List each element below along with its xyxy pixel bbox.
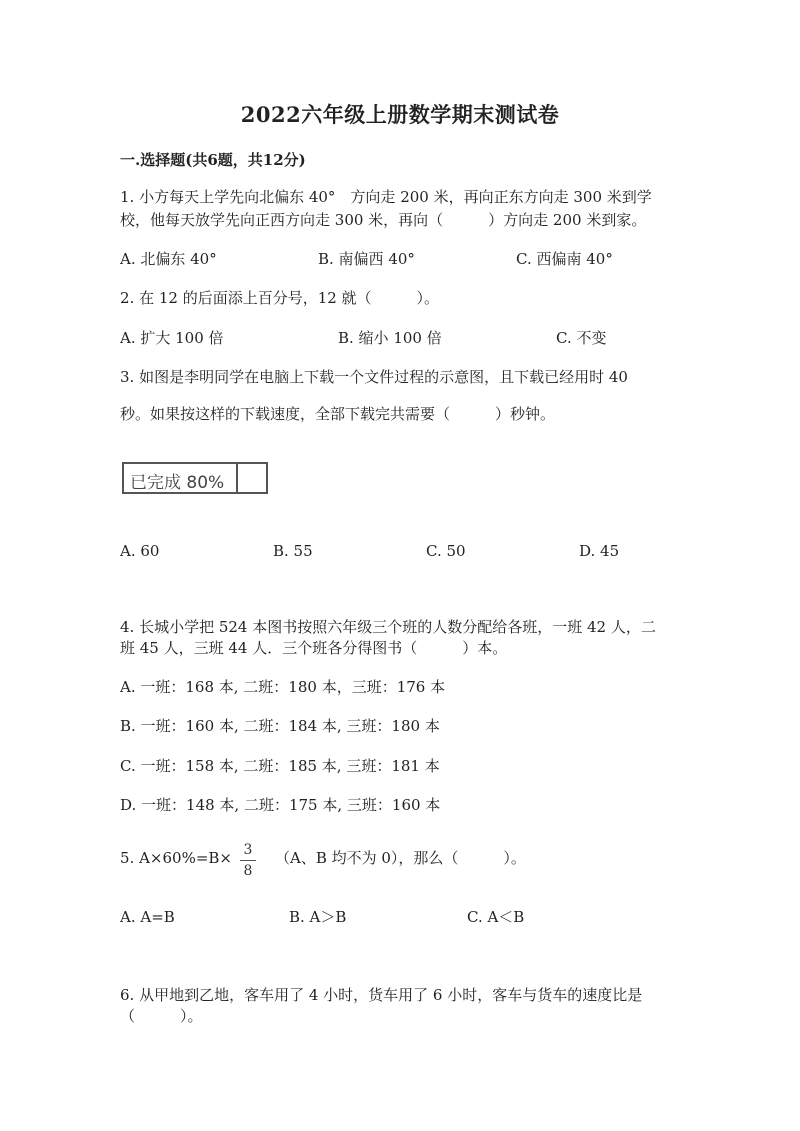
q4-option-a: A. 一班：168 本, 二班：180 本，三班：176 本 [120,678,446,696]
q4-option-c: C. 一班：158 本, 二班：185 本, 三班：181 本 [120,757,440,775]
q5-fraction-numerator: 3 [243,842,253,858]
q2-option-a: A. 扩大 100 倍 [120,329,224,347]
q5-option-c: C. A＜B [467,908,525,926]
q1-option-b: B. 南偏西 40° [318,250,415,268]
q2-text-line1: 2. 在 12 的后面添上百分号，12 就（ ）。 [120,289,440,307]
q3-text-line1: 3. 如图是李明同学在电脑上下载一个文件过程的示意图，且下载已经用时 40 [120,368,628,386]
q1-text-line1: 1. 小方每天上学先向北偏东 40° 方向走 200 米，再向正东方向走 300 米到学 [120,188,652,206]
q5-option-a: A. A=B [120,908,175,926]
q1-option-a: A. 北偏东 40° [120,250,217,268]
q3-option-d: D. 45 [579,542,620,560]
q5-option-b: B. A＞B [289,908,347,926]
section-heading: 一.选择题(共6题，共12分) [120,151,306,169]
q2-option-b: B. 缩小 100 倍 [338,329,442,347]
q1-option-c: C. 西偏南 40° [516,250,613,268]
q2-option-c: C. 不变 [556,329,607,347]
download-progress-bar [122,462,268,494]
q6-text-line1: 6. 从甲地到乙地，客车用了 4 小时，货车用了 6 小时，客车与货车的速度比是 [120,986,643,1004]
page-title: 2022六年级上册数学期末测试卷 [240,102,560,127]
q1-text-line2: 校，他每天放学先向正西方向走 300 米，再向（ ）方向走 200 米到家。 [120,211,647,229]
q5-fraction-bar [240,860,256,861]
q3-option-b: B. 55 [273,542,313,560]
q5-fraction [240,842,256,879]
q5-text-suffix: （A、B 均不为 0），那么（ ）。 [275,849,526,867]
download-progress-label: 已完成 80% [130,473,225,493]
q4-option-b: B. 一班：160 本, 二班：184 本, 三班：180 本 [120,717,440,735]
q3-option-a: A. 60 [120,542,160,560]
q4-option-d: D. 一班：148 本, 二班：175 本, 三班：160 本 [120,796,441,814]
q6-text-line2: （ ）。 [120,1007,203,1025]
q4-text-line2: 班 45 人，三班 44 人．三个班各分得图书（ ）本。 [120,639,508,657]
q3-option-c: C. 50 [426,542,466,560]
q5-fraction-denominator: 8 [243,863,253,879]
q3-text-line2: 秒。如果按这样的下载速度，全部下载完共需要（ ）秒钟。 [120,405,556,423]
q5-text-prefix: 5. A×60%=B× [120,849,232,867]
q4-text-line1: 4. 长城小学把 524 本图书按照六年级三个班的人数分配给各班，一班 42 人，二 [120,618,656,636]
